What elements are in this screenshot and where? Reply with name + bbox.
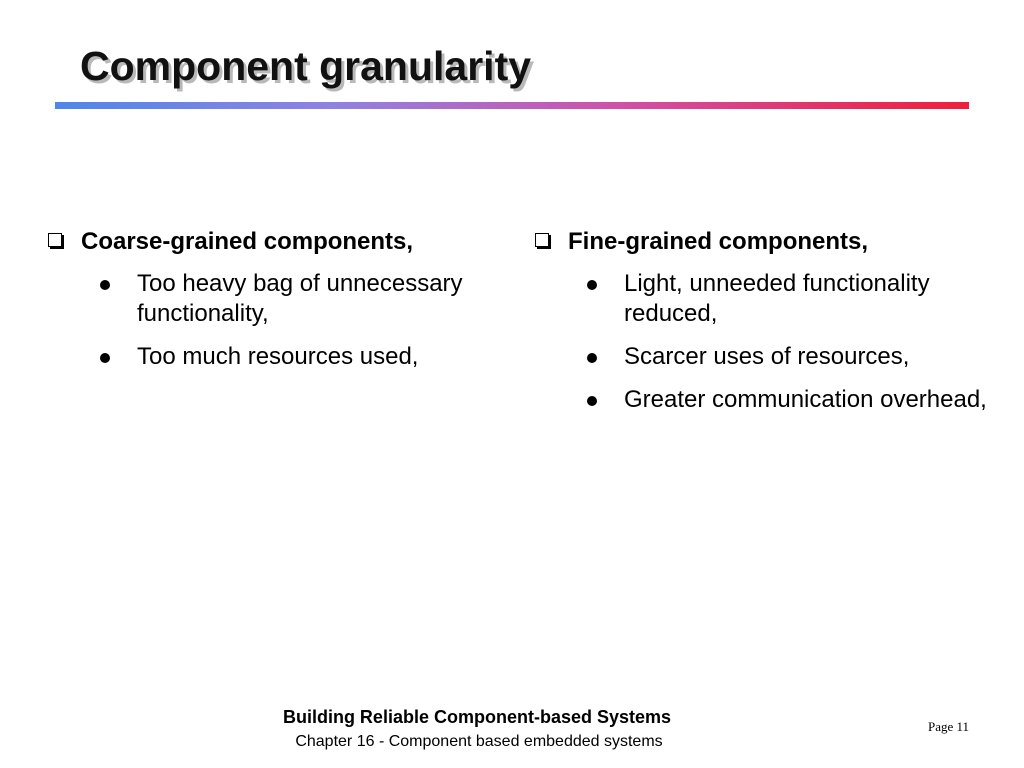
list-item-text: Scarcer uses of resources, <box>624 343 910 370</box>
list-item <box>533 342 993 372</box>
bullet-list <box>533 269 993 415</box>
list-item-text: Too heavy bag of unnecessary functionality, <box>137 270 463 327</box>
dot-bullet-icon <box>587 280 597 290</box>
column-heading-text: Fine-grained components, <box>568 228 869 255</box>
column-heading <box>46 226 516 258</box>
left-column <box>46 226 516 385</box>
dot-bullet-icon <box>587 353 597 363</box>
bullet-list <box>46 269 516 372</box>
list-item-text: Light, unneeded functionality reduced, <box>624 270 930 327</box>
dot-bullet-icon <box>100 280 110 290</box>
list-item-text: Too much resources used, <box>137 343 419 370</box>
column-heading <box>533 226 993 258</box>
list-item <box>46 269 516 329</box>
slide-title: Component granularity <box>80 43 532 89</box>
square-bullet-icon <box>535 233 549 247</box>
right-column <box>533 226 993 428</box>
footer-subtitle: Chapter 16 - Component based embedded systems <box>295 733 663 750</box>
page-number: Page 11 <box>928 719 970 734</box>
list-item <box>533 385 993 415</box>
dot-bullet-icon <box>100 353 110 363</box>
dot-bullet-icon <box>587 396 597 406</box>
list-item <box>46 342 516 372</box>
list-item <box>533 269 993 329</box>
column-heading-text: Coarse-grained components, <box>81 228 414 255</box>
title-divider <box>55 102 969 109</box>
footer-title: Building Reliable Component-based Systems <box>282 707 672 727</box>
list-item-text: Greater communication overhead, <box>624 386 987 413</box>
square-bullet-icon <box>48 233 62 247</box>
